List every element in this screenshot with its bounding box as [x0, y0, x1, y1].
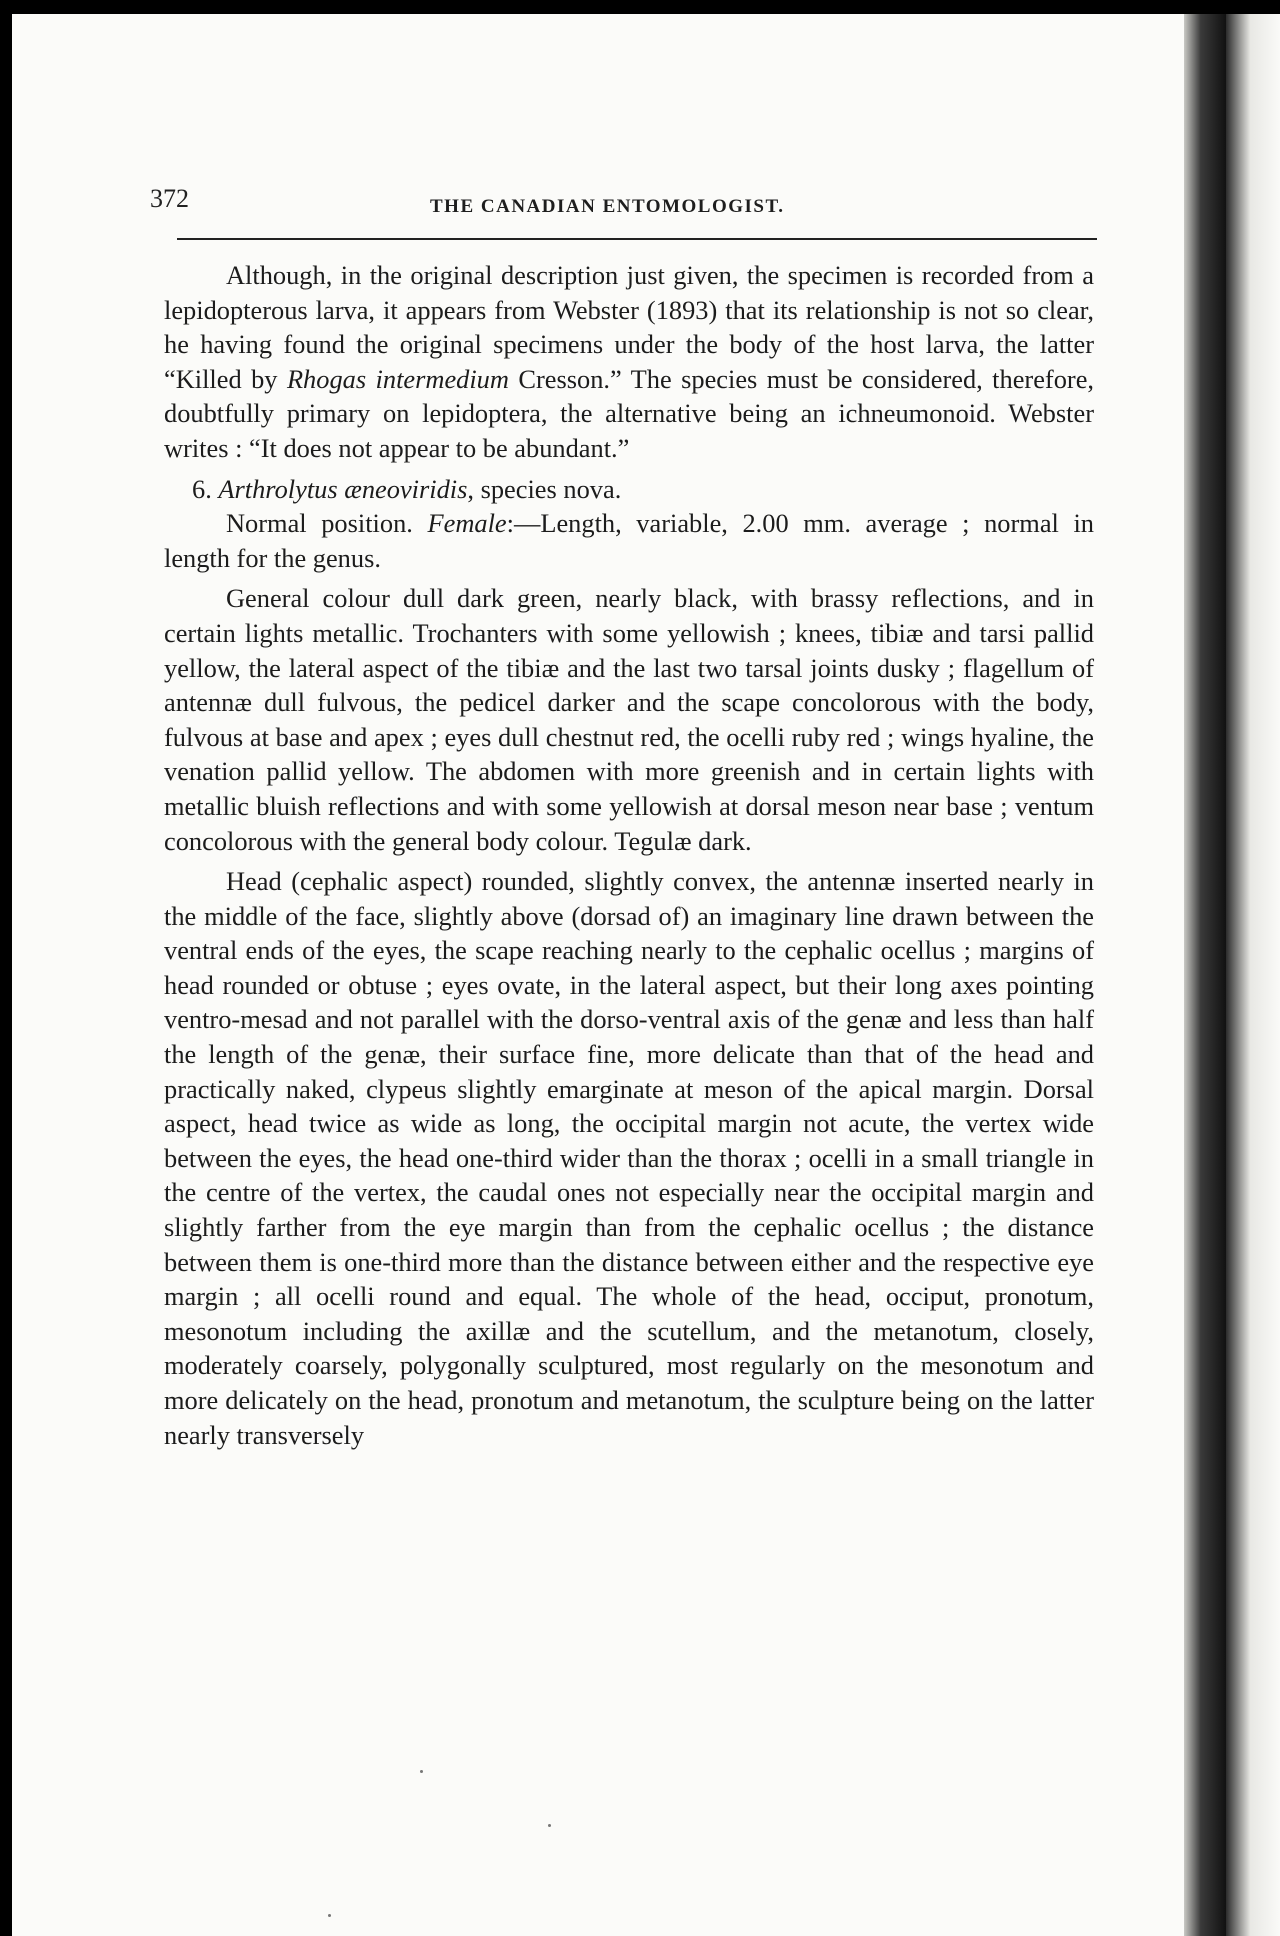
- text-run: Cresson.” The species must be considered, therefore, doubtfully primary on lepidoptera, the alternative being an ichneumonoid. Webster writes : “It does not appear to be abundant.”: [164, 363, 1095, 463]
- species-name: Rhogas intermedium: [286, 363, 509, 394]
- paragraph: General colour dull dark green, nearly black, with brassy reflections, and in certain lights metallic. Trochanters with some yellowish ; knees, tibiæ and tarsi pallid yellow, the lateral aspect of the tibiæ and the last two tarsal joints dusky ; flagellum of antennæ dull fulvous, the pedicel darker and the scape concolorous with the body, fulvous at base and apex ; eyes dull chestnut red, the ocelli ruby red ; wings hyaline, the venation pallid yellow. The abdomen with more greenish and in certain lights with metallic bluish reflections and with some yellowish at dorsal meson near base ; ventum concolorous with the general body colour. Tegulæ dark.: [164, 583, 1094, 856]
- page-number: 372: [150, 184, 189, 213]
- print-speck: [328, 1914, 331, 1917]
- print-speck: [548, 1824, 551, 1827]
- text-run: :—Length, variable, 2.00 mm. average ; normal in length for the genus.: [164, 508, 1094, 573]
- print-speck: [420, 1770, 423, 1773]
- page-gutter-shadow: [1184, 14, 1226, 1936]
- book-page: [12, 14, 1226, 1936]
- header-rule: [177, 238, 1097, 240]
- sex-label: Female: [427, 508, 507, 539]
- text-run: Normal position.: [226, 508, 428, 539]
- paragraph: [164, 258, 1094, 466]
- species-heading: [164, 472, 1094, 507]
- running-title: THE CANADIAN ENTOMOLOGIST.: [430, 196, 785, 217]
- facing-page-edge: [1226, 14, 1280, 1936]
- paragraph: Head (cephalic aspect) rounded, slightly convex, the antennæ inserted nearly in the middle of the face, slightly above (dorsad of) an imaginary line drawn between the ventral ends of the eyes, the scape reaching nearly to the cephalic ocellus ; margins of head rounded or obtuse ; eyes ovate, in the lateral aspect, but their long axes pointing ventro-mesad and not parallel with the dorso-ventral axis of the genæ and less than half the length of the genæ, their surface fine, more delicate than that of the head and practically naked, clypeus slightly emarginate at meson of the apical margin. Dorsal aspect, head twice as wide as long, the occipital margin not acute, the vertex wide between the eyes, the head one-third wider than the thorax ; ocelli in a small triangle in the centre of the vertex, the caudal ones not especially near the occipital margin and slightly farther from the eye margin than from the cephalic ocellus ; the distance between them is one-third more than the distance between either and the respective eye margin ; all ocelli round and equal. The whole of the head, occiput, pronotum, mesonotum including the axillæ and the scutellum, and the metanotum, closely, moderately coarsely, polygonally sculptured, most regularly on the mesonotum and more delicately on the head, pronotum and metanotum, the sculpture being on the latter nearly transversely: [164, 866, 1094, 1450]
- body-text: [164, 258, 1094, 1452]
- text-run: , species nova.: [467, 473, 622, 504]
- species-name: Arthrolytus æneoviridis: [218, 473, 468, 504]
- paragraph: [164, 506, 1094, 575]
- species-number: 6.: [192, 473, 219, 504]
- text-run: Although, in the original description just given, the specimen is recorded from a lepidopterous larva, it appears from Webster (1893) that its relationship is not so clear, he having found the original specimens under the body of the host larva, the latter “Killed by: [164, 260, 1094, 394]
- page-header: [150, 184, 1100, 224]
